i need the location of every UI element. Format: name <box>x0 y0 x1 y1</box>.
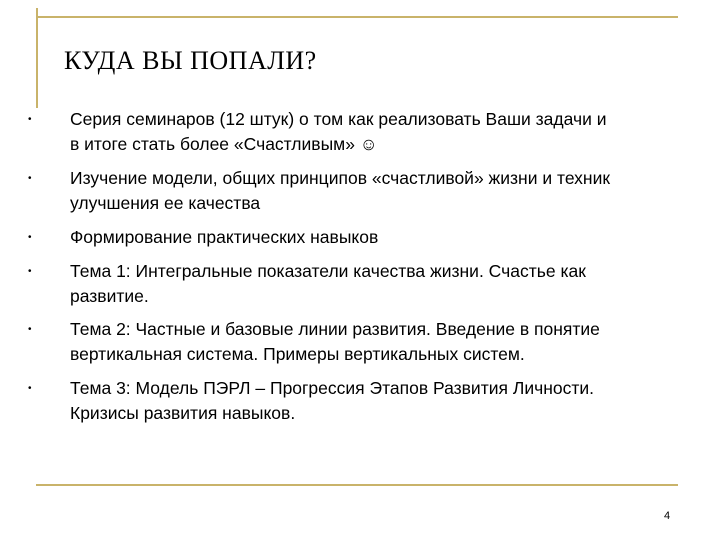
bullet-dot: • <box>28 114 32 125</box>
decorative-top-line <box>36 16 678 18</box>
bullet-line: развитие. <box>70 286 149 306</box>
bullet-line: Тема 3: Модель ПЭРЛ – Прогрессия Этапов Развития Личности. <box>70 378 595 398</box>
bullet-text <box>70 166 700 216</box>
bullet-text <box>70 259 700 309</box>
decorative-bottom-line <box>36 484 678 486</box>
bullet-dot: • <box>28 324 32 335</box>
bullet-line: Тема 2: Частные и базовые линии развития. Введение в понятие <box>70 319 600 339</box>
slide-title: КУДА ВЫ ПОПАЛИ? <box>64 46 317 75</box>
bullet-text <box>70 225 700 250</box>
bullet-dot: • <box>28 383 32 394</box>
bullet-line: Формирование практических навыков <box>70 227 379 247</box>
bullet-text <box>70 107 700 157</box>
bullet-text <box>70 376 700 426</box>
bullet-line: Серия семинаров (12 штук) о том как реализовать Ваши задачи и <box>70 109 607 129</box>
bullet-line: улучшения ее качества <box>70 193 261 213</box>
bullet-line: в итоге стать более «Счастливым» ☺ <box>70 134 378 154</box>
bullet-line: Тема 1: Интегральные показатели качества жизни. Счастье как <box>70 261 586 281</box>
page-number: 4 <box>664 510 671 522</box>
bullet-text <box>70 317 700 367</box>
bullet-dot: • <box>28 173 32 184</box>
bullet-line: Кризисы развития навыков. <box>70 403 296 423</box>
bullet-line: Изучение модели, общих принципов «счастливой» жизни и техник <box>70 168 611 188</box>
bullet-line: вертикальная система. Примеры вертикальных систем. <box>70 344 525 364</box>
decorative-vertical-line <box>36 8 38 108</box>
bullet-dot: • <box>28 266 32 277</box>
bullet-dot: • <box>28 232 32 243</box>
